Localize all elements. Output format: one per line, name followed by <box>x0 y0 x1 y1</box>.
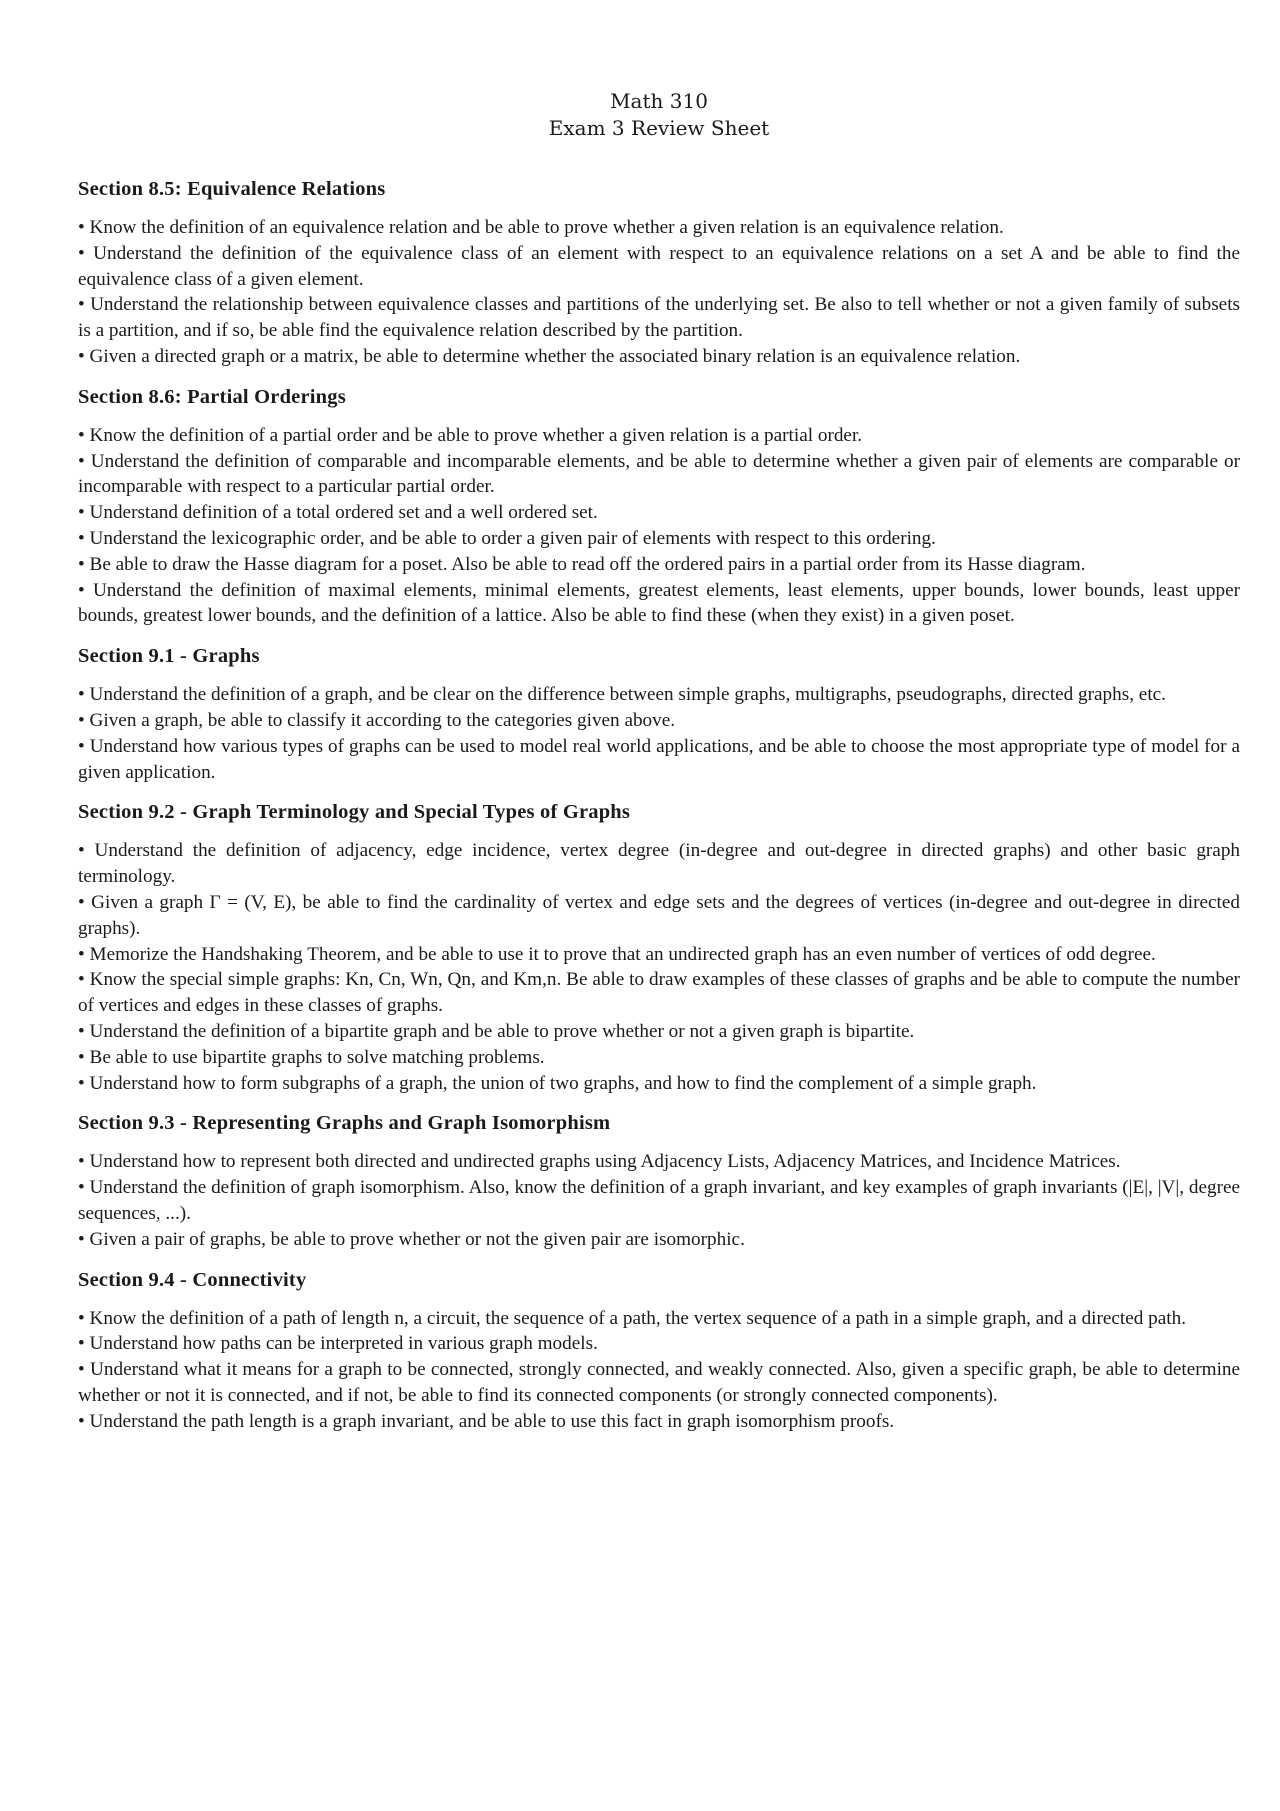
bullet-item: • Understand how paths can be interpreted in various graph models. <box>78 1331 1240 1357</box>
section-title: Section 9.2 - Graph Terminology and Special Types of Graphs <box>78 801 631 824</box>
section-title: Section 8.6: Partial Orderings <box>78 385 346 408</box>
bullet-list <box>78 838 1240 1096</box>
bullet-item: • Understand how to form subgraphs of a graph, the union of two graphs, and how to find the complement of a simple graph. <box>78 1071 1240 1097</box>
document-header <box>78 88 1240 142</box>
section-title: Section 9.1 - Graphs <box>78 645 260 668</box>
section-title: Section 9.3 - Representing Graphs and Graph Isomorphism <box>78 1112 611 1135</box>
bullet-item: • Know the definition of a path of length n, a circuit, the sequence of a path, the vertex sequence of a path in a simple graph, and a directed path. <box>78 1306 1240 1332</box>
bullet-list <box>78 682 1240 785</box>
document-page <box>78 88 1240 1448</box>
section-title: Section 8.5: Equivalence Relations <box>78 178 386 200</box>
bullet-item: • Understand the definition of graph isomorphism. Also, know the definition of a graph invariant, and key examples of graph invariants (|E|, |V|, degree sequences, ...). <box>78 1175 1240 1227</box>
bullet-item: • Be able to use bipartite graphs to solve matching problems. <box>78 1045 1240 1071</box>
bullet-list <box>78 215 1240 370</box>
bullet-item: • Understand the relationship between equivalence classes and partitions of the underlying set. Be also to tell whether or not a given family of subsets is a partition, and if so, be able find the equivalence relation described by the partition. <box>78 292 1240 344</box>
section-title: Section 9.4 - Connectivity <box>78 1268 307 1291</box>
document-title: Exam 3 Review Sheet <box>548 116 770 140</box>
bullet-item: • Understand what it means for a graph to be connected, strongly connected, and weakly connected. Also, given a specific graph, be able to determine whether or not it is connected, and if not, be able to find its connected components (or strongly connected components). <box>78 1357 1240 1409</box>
bullet-item: • Given a pair of graphs, be able to prove whether or not the given pair are isomorphic. <box>78 1227 1240 1253</box>
course-title: Math 310 <box>610 89 708 113</box>
bullet-item: • Know the definition of an equivalence relation and be able to prove whether a given relation is an equivalence relation. <box>78 215 1240 241</box>
bullet-item: • Given a graph, be able to classify it according to the categories given above. <box>78 708 1240 734</box>
sections-container <box>78 176 1240 1434</box>
section <box>78 1267 1240 1435</box>
bullet-item: • Understand the definition of maximal elements, minimal elements, greatest elements, least elements, upper bounds, lower bounds, least upper bounds, greatest lower bounds, and the definition of a lattice. Also be able to find these (when they exist) in a given poset. <box>78 578 1240 630</box>
section <box>78 799 1240 1096</box>
bullet-item: • Given a directed graph or a matrix, be able to determine whether the associated binary relation is an equivalence relation. <box>78 344 1240 370</box>
section <box>78 1110 1240 1252</box>
bullet-item: • Understand the definition of a bipartite graph and be able to prove whether or not a given graph is bipartite. <box>78 1019 1240 1045</box>
section <box>78 384 1240 629</box>
bullet-item: • Understand the definition of adjacency, edge incidence, vertex degree (in-degree and out-degree in directed graphs) and other basic graph terminology. <box>78 838 1240 890</box>
bullet-item: • Memorize the Handshaking Theorem, and be able to use it to prove that an undirected graph has an even number of vertices of odd degree. <box>78 942 1240 968</box>
bullet-item: • Understand how various types of graphs can be used to model real world applications, and be able to choose the most appropriate type of model for a given application. <box>78 734 1240 786</box>
bullet-item: • Understand the definition of comparable and incomparable elements, and be able to determine whether a given pair of elements are comparable or incomparable with respect to a particular partial order. <box>78 449 1240 501</box>
bullet-item: • Understand the definition of a graph, and be clear on the difference between simple graphs, multigraphs, pseudographs, directed graphs, etc. <box>78 682 1240 708</box>
bullet-item: • Know the special simple graphs: Kn, Cn, Wn, Qn, and Km,n. Be able to draw examples of these classes of graphs and be able to compute the number of vertices and edges in these classes of graphs. <box>78 967 1240 1019</box>
bullet-list <box>78 1149 1240 1252</box>
section <box>78 643 1240 785</box>
bullet-item: • Understand how to represent both directed and undirected graphs using Adjacency Lists, Adjacency Matrices, and Incidence Matrices. <box>78 1149 1240 1175</box>
bullet-item: • Know the definition of a partial order and be able to prove whether a given relation is a partial order. <box>78 423 1240 449</box>
bullet-item: • Given a graph Γ = (V, E), be able to find the cardinality of vertex and edge sets and the degrees of vertices (in-degree and out-degree in directed graphs). <box>78 890 1240 942</box>
bullet-item: • Understand the lexicographic order, and be able to order a given pair of elements with respect to this ordering. <box>78 526 1240 552</box>
bullet-list <box>78 1306 1240 1435</box>
bullet-item: • Be able to draw the Hasse diagram for a poset. Also be able to read off the ordered pairs in a partial order from its Hasse diagram. <box>78 552 1240 578</box>
bullet-list <box>78 423 1240 629</box>
bullet-item: • Understand the definition of the equivalence class of an element with respect to an equivalence relations on a set A and be able to find the equivalence class of a given element. <box>78 241 1240 293</box>
bullet-item: • Understand definition of a total ordered set and a well ordered set. <box>78 500 1240 526</box>
bullet-item: • Understand the path length is a graph invariant, and be able to use this fact in graph isomorphism proofs. <box>78 1409 1240 1435</box>
section <box>78 176 1240 370</box>
